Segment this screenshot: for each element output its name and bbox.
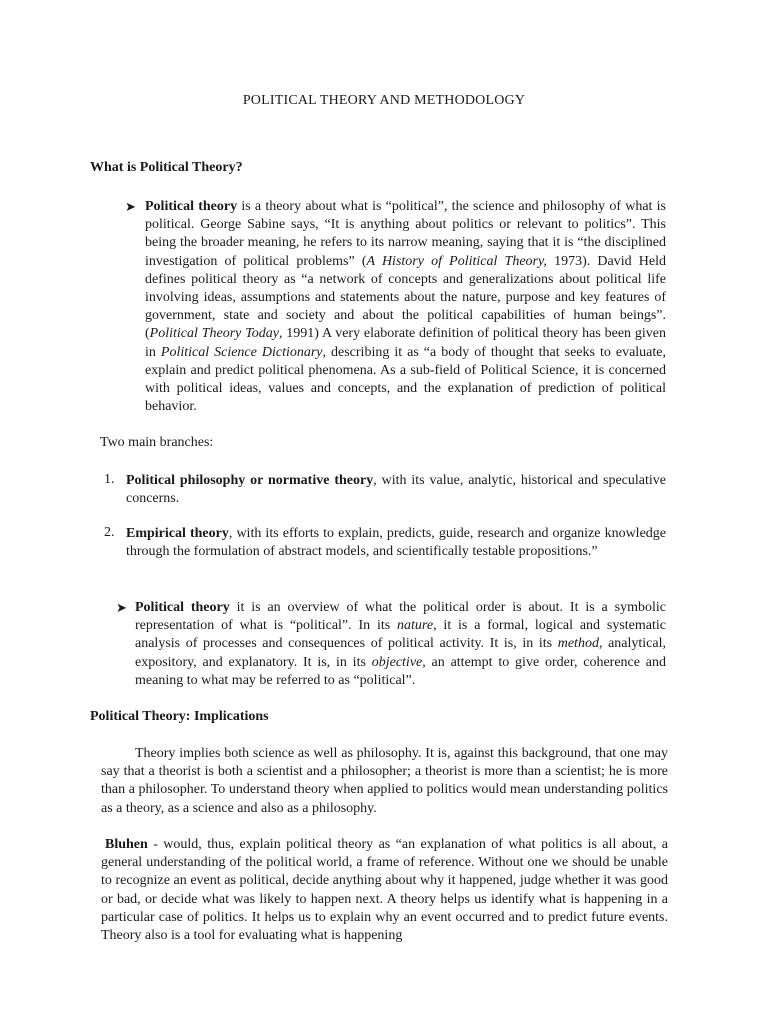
book-title: Political Theory Today (149, 326, 279, 342)
paragraph-implications: Theory implies both science as well as philosophy. It is, against this background, that one may say that a theorist is both a scientist and a philosopher; a theorist is more than a scientist; he is more than a philosopher. To understand theory when applied to politics would mean understanding politics as a theory, as a science and also as a philosophy. (101, 746, 668, 816)
paragraph-bluhen: Bluhen - would, thus, explain political theory as “an explanation of what politics is all about, a general understanding of the political world, a frame of reference. Without one we should be unable to recognize an event as political, decide anything about why it happened, judge whether it was good or bad, or decide what was likely to happen next. A theory helps us identify what is happening in a particular case of politics. It helps us to explain why an event occurred and to predict future events. Theory also is a tool for evaluating what is happening (101, 837, 668, 944)
arrow-bullet-icon: ➤ (116, 600, 127, 615)
paragraph-overview: Political theory it is an overview of what the political order is about. It is a symbolic representation of what is “political”. In its nature, it is a formal, logical and systematic analysis of processes and consequences of political activity. It is, in its method, analytical, expository, and explanatory. It is, in its objective, an attempt to give order, coherence and meaning to what may be referred to as “political”. (135, 600, 666, 688)
paragraph-definition: Political theory is a theory about what is “political”, the science and philosophy of what is political. George Sabine says, “It is anything about politics or relevant to politics”. This being the broader meaning, he refers to its narrow meaning, saying that it is “the disciplined investigation of political problems” (A History of Political Theory, 1973). David Held defines political theory as “a network of concepts and generalizations about political life involving ideas, assumptions and statements about the nature, purpose and key features of government, state and society and about the political capabilities of human beings”. (Political Theory Today, 1991) A very elaborate definition of political theory has been given in Political Science Dictionary, describing it as “a body of thought that seeks to evaluate, explain and predict political phenomena. As a sub-field of Political Science, it is concerned with political ideas, values and concepts, and the explanation of prediction of political behavior. (145, 199, 667, 415)
book-title: A History of Political Theory, (366, 253, 547, 269)
arrow-bullet-icon: ➤ (125, 199, 136, 214)
branches-label: Two main branches: (100, 435, 214, 450)
section-heading-implications: Political Theory: Implications (90, 709, 269, 724)
list-item-normative-theory: Political philosophy or normative theory, with its value, analytic, historical and speculative concerns. (126, 473, 666, 507)
bold-term: Political theory (145, 199, 238, 214)
page-title: POLITICAL THEORY AND METHODOLOGY (242, 93, 526, 108)
list-item-empirical-theory: Empirical theory, with its efforts to explain, predicts, guide, research and organize knowledge through the formulation of abstract models, and scientifically testable propositions.” (126, 526, 666, 560)
list-number: 1. (104, 472, 115, 487)
section-heading-what-is-political-theory: What is Political Theory? (90, 160, 243, 175)
list-number: 2. (104, 525, 115, 540)
book-title: Political Science Dictionary (160, 344, 323, 360)
